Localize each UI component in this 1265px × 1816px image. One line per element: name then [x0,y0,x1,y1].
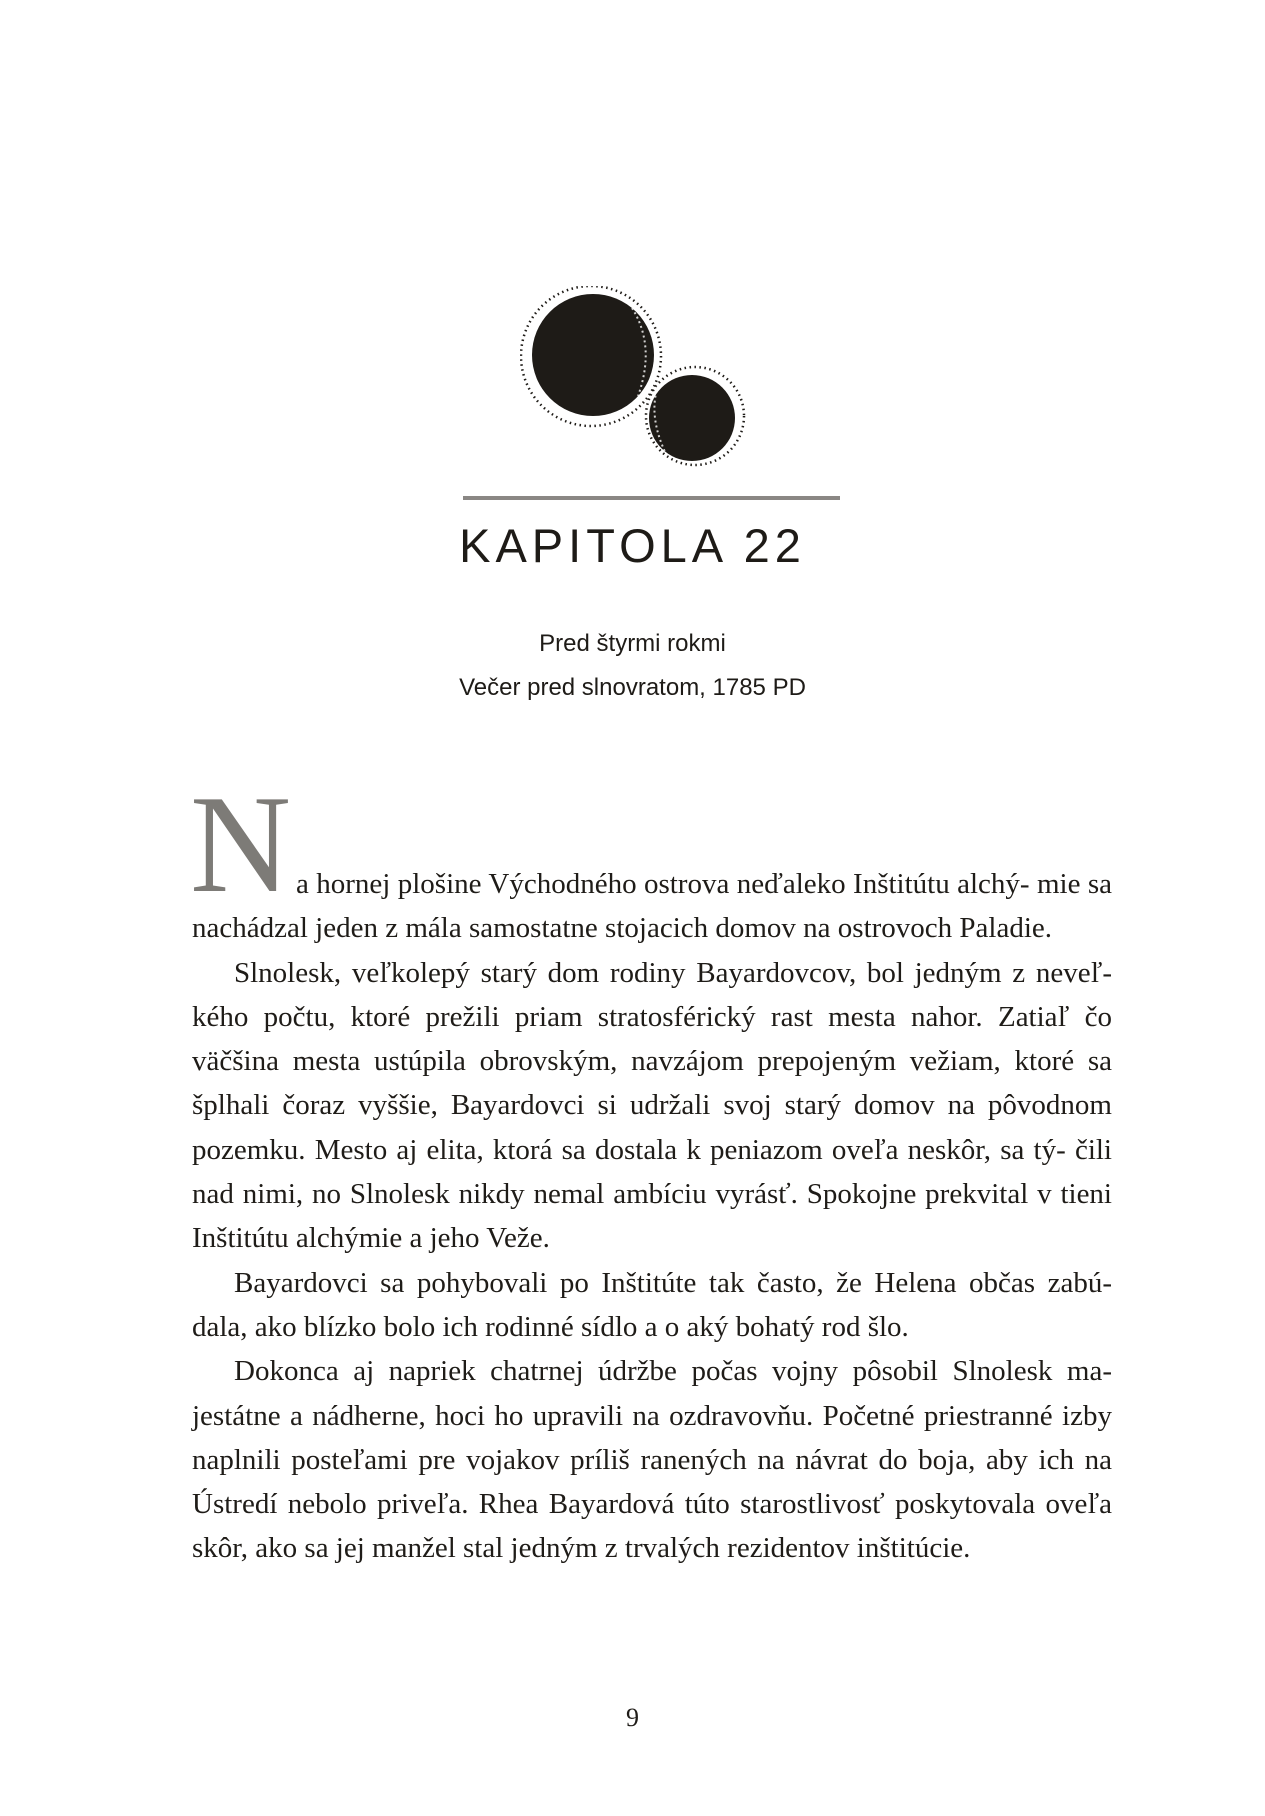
paragraph-2: Slnolesk, veľkolepý starý dom rodiny Bayardovcov, bol jedným z neveľ- kého počtu, ktoré prežili priam stratosférický rast mesta nahor. Zatiaľ čo väčšina mesta ustúpila obrovským, navzájom prepojeným vežiam, ktoré sa šplhali čoraz vyššie, Bayardovci si udržali svoj starý domov na pôvodnom pozemku. Mesto aj elita, ktorá sa dostala k peniazom oveľa neskôr, sa tý- čili nad nimi, no Slnolesk nikdy nemal ambíciu vyrásť. Spokojne prekvital v tieni Inštitútu alchýmie a jeho Veže. [192,956,1112,1255]
chapter-body [192,862,1112,1571]
chapter-subtitle-date: Večer pred slnovratom, 1785 PD [459,674,806,701]
page-number: 9 [626,1703,639,1732]
chapter-rule [463,496,840,500]
chapter-subtitle-time: Pred štyrmi rokmi [539,630,726,657]
paragraph-1-first-line: a hornej plošine Východného ostrova neďaleko Inštitútu alchý- [296,868,1030,900]
drop-cap: N [190,767,292,922]
paragraph-3: Bayardovci sa pohybovali po Inštitúte tak často, že Helena občas zabú- dala, ako blízko bolo ich rodinné sídlo a o aký bohatý rod šlo. [192,1266,1112,1343]
paragraph-4: Dokonca aj napriek chatrnej údržbe počas vojny pôsobil Slnolesk ma- jestátne a nádherne, hoci ho upravili na ozdravovňu. Početné priestranné izby naplnili posteľami pre vojakov príliš ranených na návrat do boja, aby ich na Ústredí nebolo priveľa. Rhea Bayardová túto starostlivosť poskytovala oveľa skôr, ako sa jej manžel stal jedným z trvalých rezidentov inštitúcie. [192,1355,1112,1565]
paragraph-1 [192,862,1112,951]
paragraph-1-rest: mie sa nachádzal jeden z mála samostatne stojacich domov na ostrovoch Paladie. [192,868,1113,945]
two-moons-icon [520,286,780,472]
chapter-title: KAPITOLA 22 [459,519,806,572]
small-moon [649,375,735,461]
